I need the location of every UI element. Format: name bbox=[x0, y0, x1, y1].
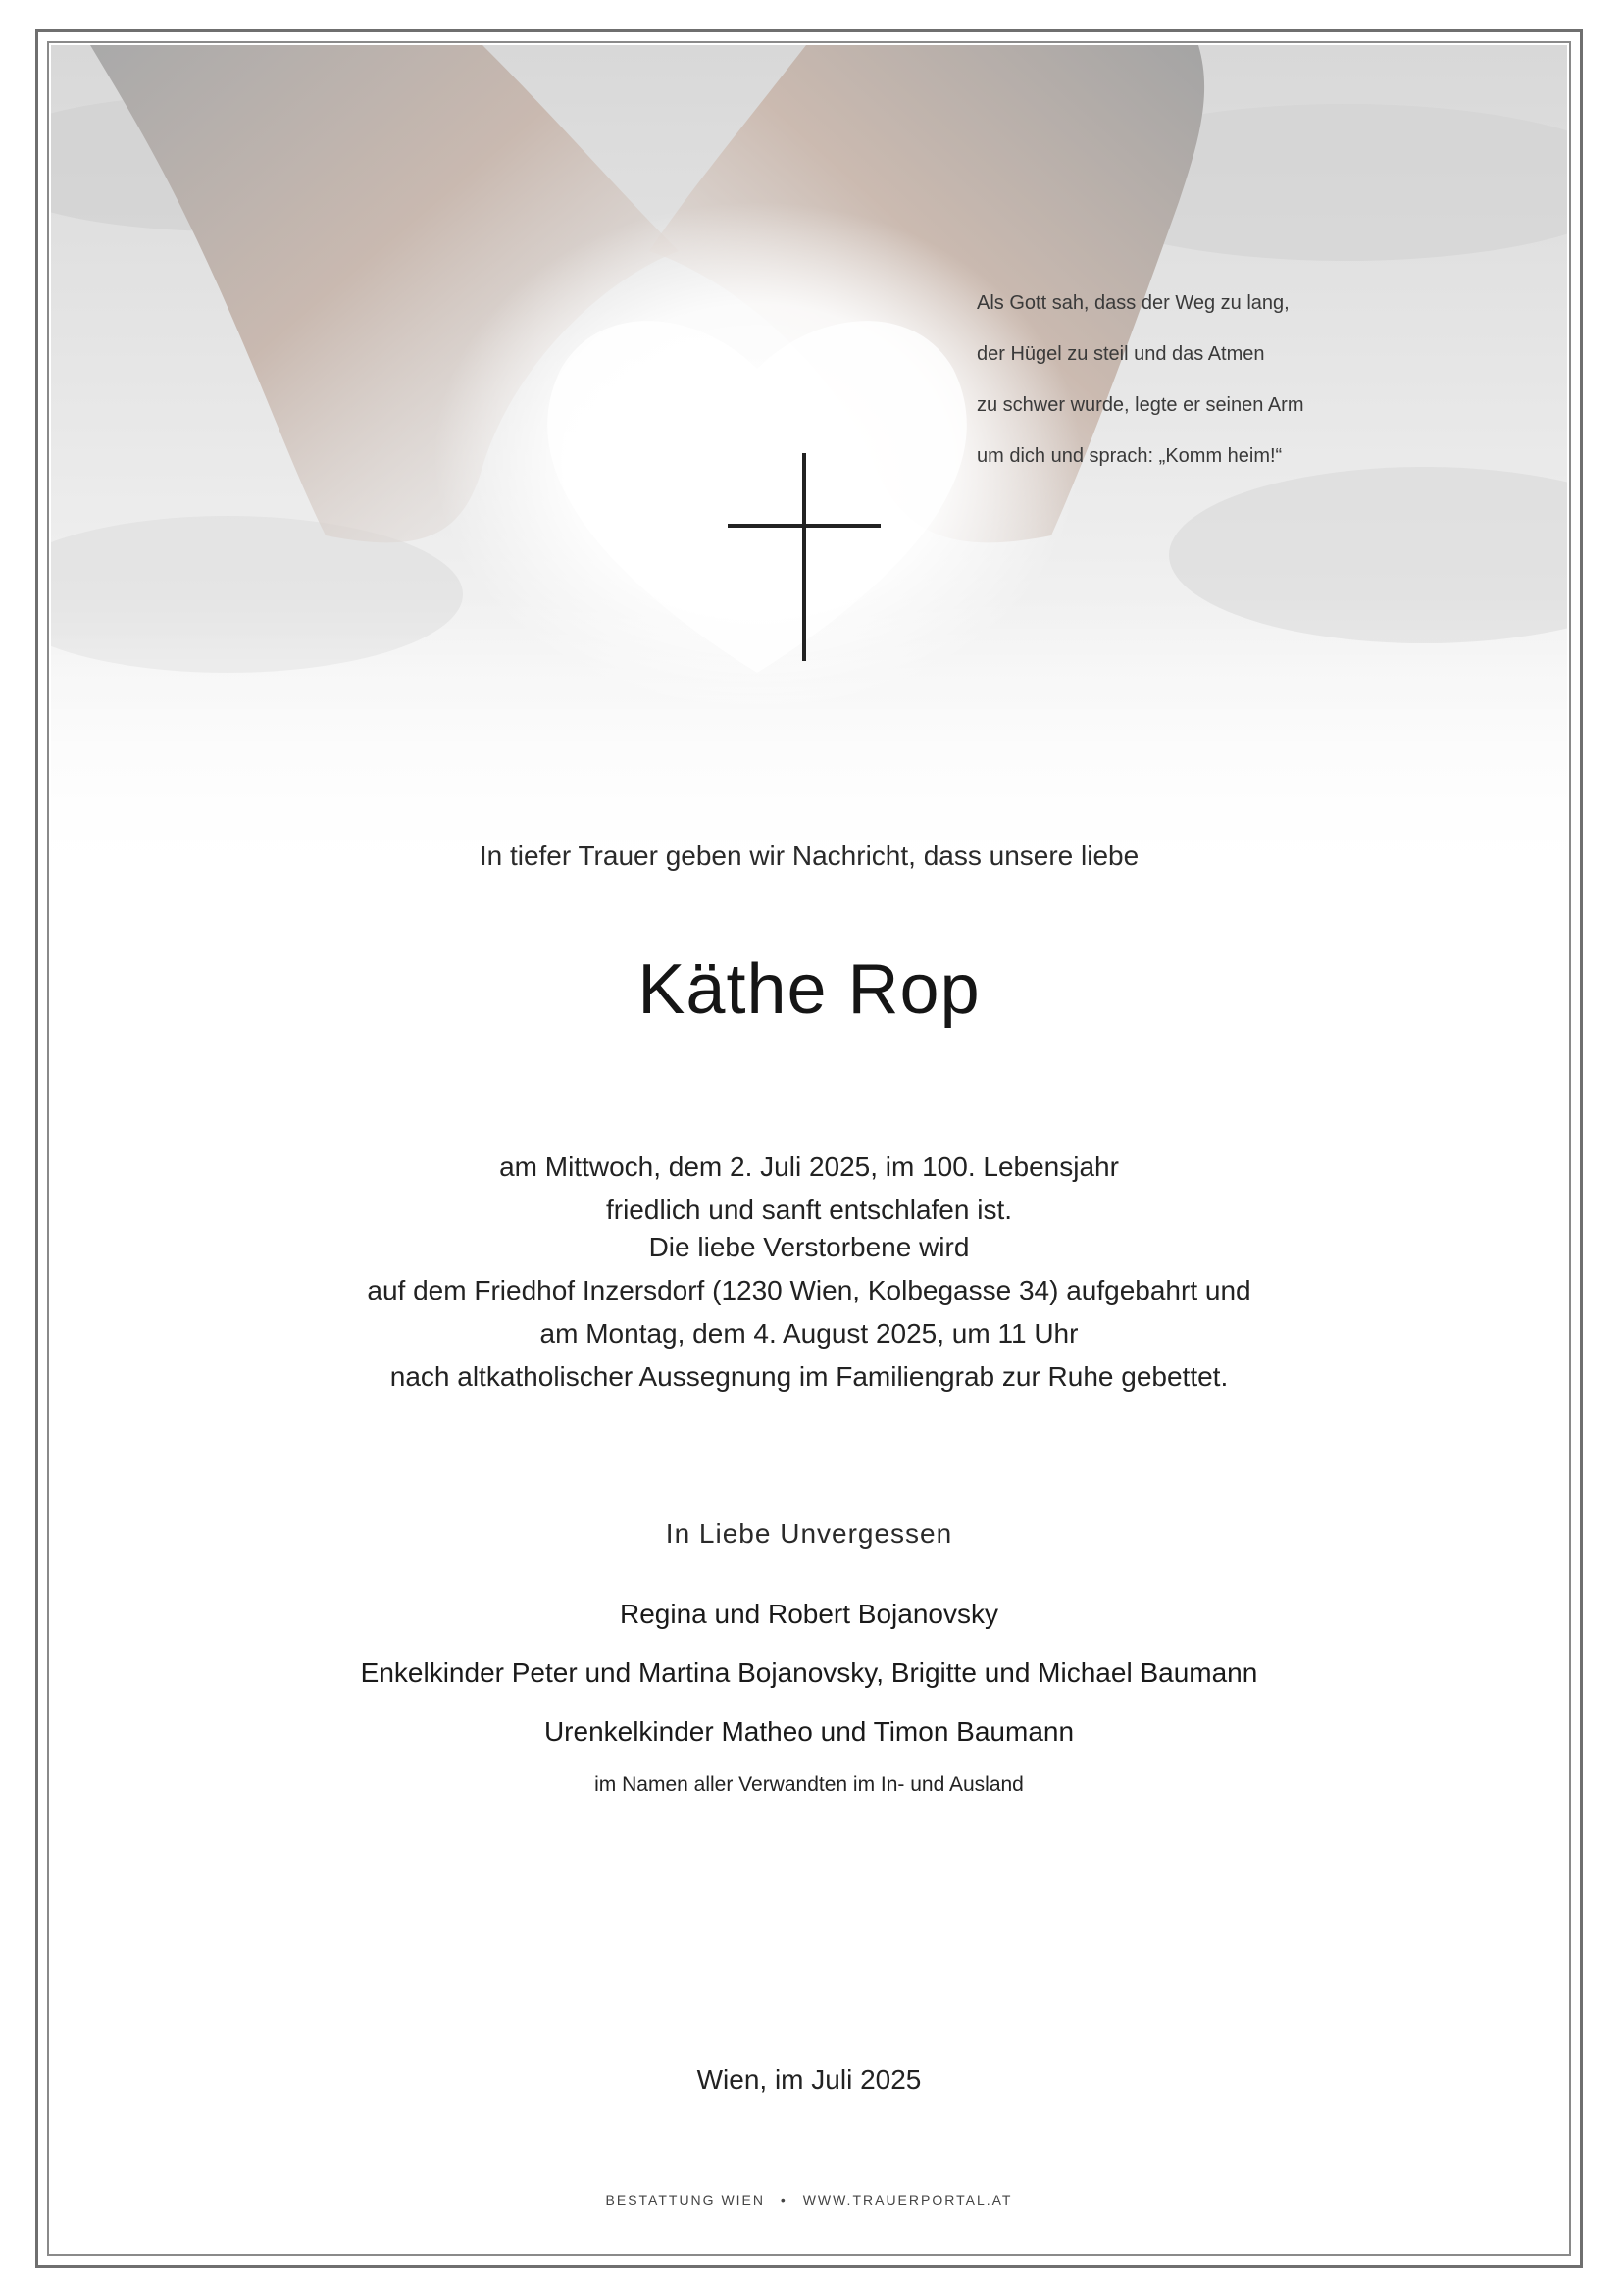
death-line: friedlich und sanft entschlafen ist. bbox=[605, 1195, 1012, 1225]
quote-line: Als Gott sah, dass der Weg zu lang, bbox=[977, 292, 1290, 314]
mourner-name: Enkelkinder Peter und Martina Bojanovsky, Brigitte und Michael Baumann bbox=[360, 1657, 1258, 1688]
quote-line: um dich und sprach: „Komm heim!“ bbox=[977, 445, 1283, 467]
funeral-line: auf dem Friedhof Inzersdorf (1230 Wien, Kolbegasse 34) aufgebahrt und bbox=[367, 1275, 1251, 1305]
footer bbox=[51, 2192, 1567, 2208]
footer-separator: • bbox=[780, 2192, 787, 2208]
intro-text: In tiefer Trauer geben wir Nachricht, dass unsere liebe bbox=[479, 841, 1140, 871]
mourner-name: Regina und Robert Bojanovsky bbox=[619, 1599, 998, 1629]
mourners-list bbox=[51, 1585, 1567, 1761]
memorial-quote bbox=[977, 265, 1408, 494]
place-date: Wien, im Juli 2025 bbox=[696, 2065, 922, 2095]
funeral-details bbox=[51, 1226, 1567, 1399]
footer-website[interactable]: WWW.TRAUERPORTAL.AT bbox=[802, 2192, 1013, 2208]
quote-line: der Hügel zu steil und das Atmen bbox=[977, 343, 1265, 365]
relatives-note: im Namen aller Verwandten im In- und Ausland bbox=[594, 1773, 1024, 1796]
death-line: am Mittwoch, dem 2. Juli 2025, im 100. Lebensjahr bbox=[499, 1151, 1119, 1182]
cross-icon bbox=[728, 453, 881, 661]
funeral-line: am Montag, dem 4. August 2025, um 11 Uhr bbox=[539, 1318, 1079, 1349]
mourner-name: Urenkelkinder Matheo und Timon Baumann bbox=[543, 1716, 1075, 1747]
quote-line: zu schwer wurde, legte er seinen Arm bbox=[977, 394, 1304, 416]
funeral-line: nach altkatholischer Aussegnung im Familiengrab zur Ruhe gebettet. bbox=[389, 1361, 1229, 1392]
funeral-line: Die liebe Verstorbene wird bbox=[648, 1232, 970, 1262]
memory-heading: In Liebe Unvergessen bbox=[665, 1518, 953, 1549]
footer-company: BESTATTUNG WIEN bbox=[605, 2192, 765, 2208]
death-notice bbox=[51, 1146, 1567, 1232]
deceased-name: Käthe Rop bbox=[637, 950, 981, 1029]
